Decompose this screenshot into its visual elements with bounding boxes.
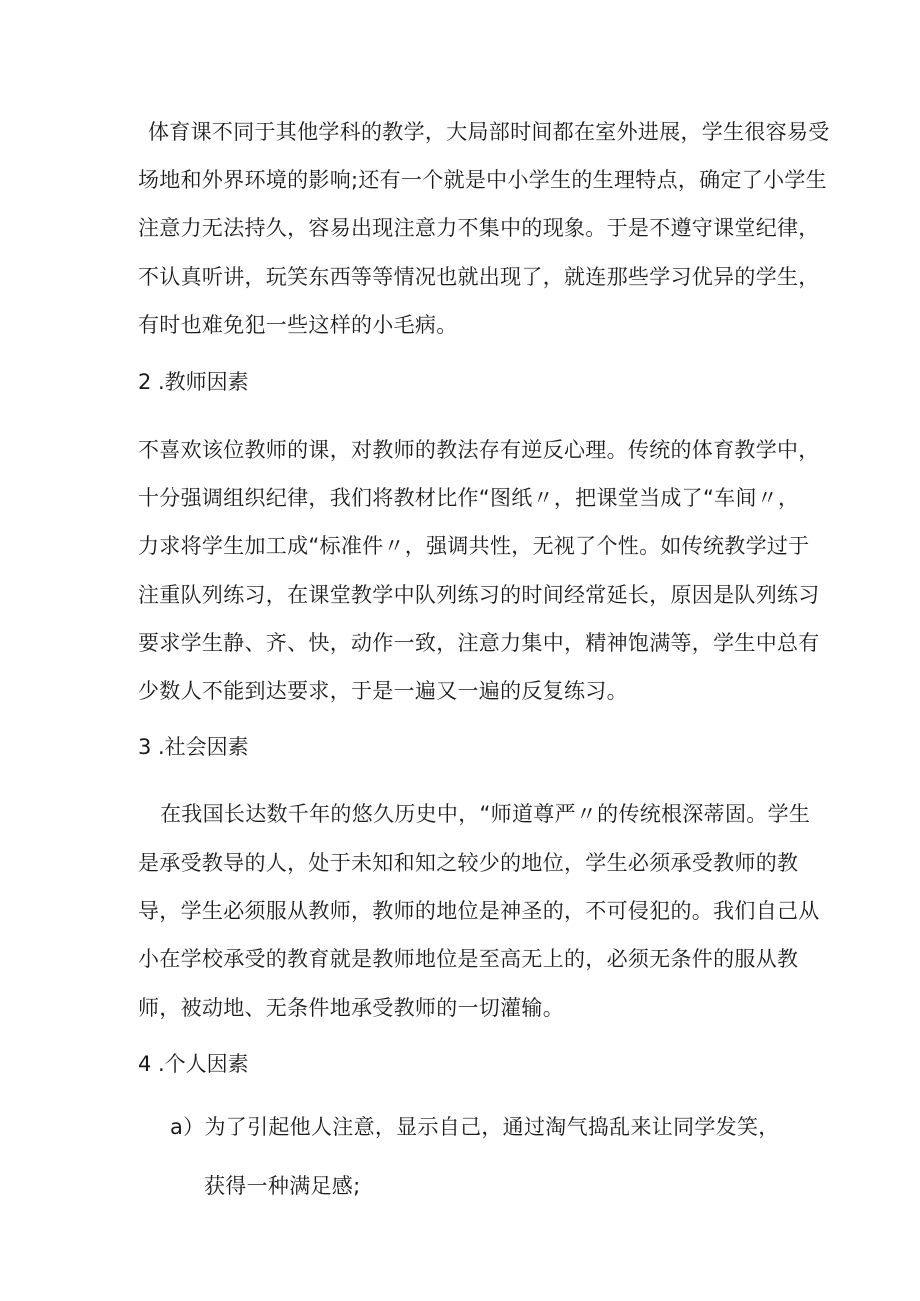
paragraph-3-line-3: 导，学生必须服从教师，教师的地位是神圣的，不可侵犯的。我们自己从 (138, 899, 820, 923)
paragraph-2-line-6: 少数人不能到达要求，于是一遍又一遍的反复练习。 (138, 679, 628, 703)
section-heading-4 (138, 1050, 249, 1078)
paragraph-1-line-2: 场地和外界环境的影响;还有一个就是中小学生的生理特点，确定了小学生 (138, 168, 827, 192)
paragraph-3-line-2: 是承受教导的人，处于未知和知之较少的地位，学生必须承受教师的教 (138, 851, 799, 875)
paragraph-1-line-1: 体育课不同于其他学科的教学，大局部时间都在室外进展，学生很容易受 (148, 120, 830, 144)
section-title: .教师因素 (158, 370, 249, 394)
section-number: 4 (138, 1052, 152, 1076)
paragraph-3-line-5: 师，被动地、无条件地承受教师的一切灌输。 (138, 996, 564, 1020)
paragraph-2-line-2: 十分强调组织纪律，我们将教材比作“图纸〃，把课堂当成了“车间〃， (138, 486, 800, 510)
paragraph-1-line-4: 不认真听讲，玩笑东西等等情况也就出现了，就连那些学习优异的学生， (138, 265, 820, 289)
section-title: .社会因素 (158, 735, 249, 759)
section-number: 3 (138, 735, 152, 759)
section-heading-3 (138, 733, 249, 761)
list-item-a-line-2: 获得一种满足感; (204, 1174, 361, 1198)
paragraph-3-line-4: 小在学校承受的教育就是教师地位是至高无上的，必须无条件的服从教 (138, 947, 799, 971)
paragraph-2-line-4: 注重队列练习，在课堂教学中队列练习的时间经常延长，原因是队列练习 (138, 583, 820, 607)
section-number: 2 (138, 370, 152, 394)
paragraph-1-line-5: 有时也难免犯一些这样的小毛病。 (138, 313, 458, 337)
section-title: .个人因素 (158, 1052, 249, 1076)
paragraph-2-line-3: 力求将学生加工成“标准件〃，强调共性，无视了个性。如传统教学过于 (138, 534, 810, 558)
paragraph-2-line-5: 要求学生静、齐、快，动作一致，注意力集中，精神饱满等，学生中总有 (138, 631, 820, 655)
paragraph-2-line-1: 不喜欢该位教师的课，对教师的教法存有逆反心理。传统的体育教学中， (138, 438, 820, 462)
section-heading-2 (138, 368, 249, 396)
paragraph-3-line-1: 在我国长达数千年的悠久历史中，“师道尊严〃的传统根深蒂固。学生 (160, 802, 811, 826)
list-item-a-line-1: a）为了引起他人注意，显示自己，通过淘气捣乱来让同学发笑， (170, 1115, 780, 1139)
paragraph-1-line-3: 注意力无法持久，容易出现注意力不集中的现象。于是不遵守课堂纪律， (138, 216, 820, 240)
